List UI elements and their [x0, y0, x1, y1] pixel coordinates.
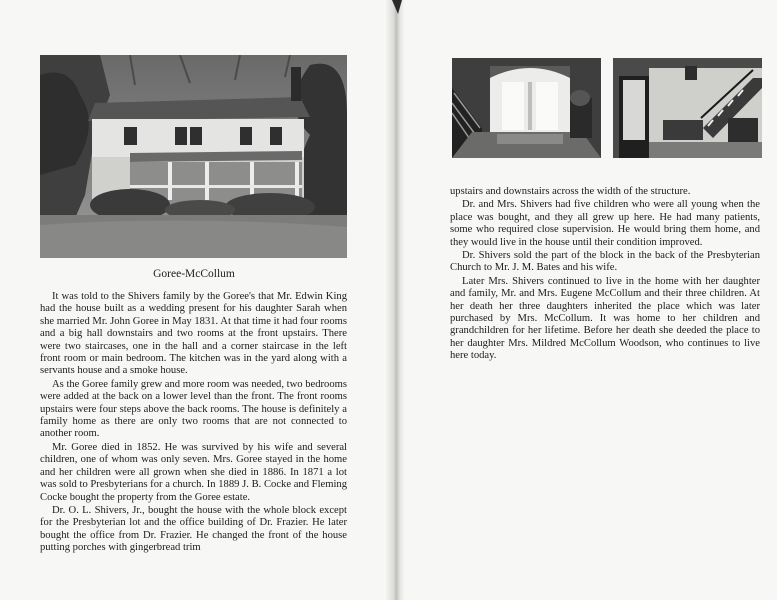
- left-page: [0, 0, 388, 600]
- paragraph: Dr. and Mrs. Shivers had five children who were all young when the place was bought, and they all grew up here. He had many patients, some who required close supervision. He would bring them home, and they would live in the house until their condition improved.: [450, 199, 760, 248]
- paragraph: It was told to the Shivers family by the Goree's that Mr. Edwin King had the house built as a wedding present for his daughter Sarah when she married Mr. John Goree in May 1831. At that time it had four rooms and a big hall downstairs and two rooms at the front upstairs. There were two staircases, one in the hall and a corner staircase in the left front room or main bedroom. The kitchen was in the yard along with a servants house and a smoke house.: [40, 291, 347, 377]
- paragraph: Mr. Goree died in 1852. He was survived by his wife and several children, one of whom was only seven. Mrs. Goree stayed in the home and her children were all grown when she died in 1886. In 1871 a lot was sold to Presbyterians for a church. In 1889 J. B. Cocke and Fleming Cocke bought the property from the Goree estate.: [40, 441, 347, 503]
- right-page-text: [450, 186, 760, 364]
- paragraph: Dr. O. L. Shivers, Jr., bought the house with the whole block except for the Presbyterian lot and the office building of Dr. Frazier. He later bought the office from Dr. Frazier. He changed the front of the house putting porches with gingerbread trim: [40, 504, 347, 554]
- right-page: [404, 0, 777, 600]
- paragraph: Later Mrs. Shivers continued to live in the home with her daughter and family, Mr. and Mrs. Eugene McCollum and their three children. At her death her three daughters inherited the place which was later purchased by Mrs. McCollum. It was home to her children and grandchildren for her lifetime. Before her death she deeded the place to her daughter Mrs. Mildred McCollum Woodson, who continues to live here today.: [450, 275, 760, 362]
- staircase-interior-photo: [613, 58, 762, 158]
- continuation-text: upstairs and downstairs across the width of the structure.: [450, 186, 691, 197]
- photo-caption: Goree-McCollum: [153, 268, 235, 280]
- paragraph: As the Goree family grew and more room was needed, two bedrooms were added at the back on a lower level than the front. The front rooms upstairs were four steps above the back rooms. The house is definitely a family home as there are only two rooms that are not connected to another room.: [40, 378, 347, 440]
- left-page-text: [40, 291, 347, 556]
- book-gutter: [386, 0, 404, 600]
- house-exterior-photo: [40, 55, 347, 258]
- paragraph: Dr. Shivers sold the part of the block in the back of the Presbyterian Church to Mr. J. M. Bates and his wife.: [450, 250, 760, 274]
- hallway-photo: [452, 58, 601, 158]
